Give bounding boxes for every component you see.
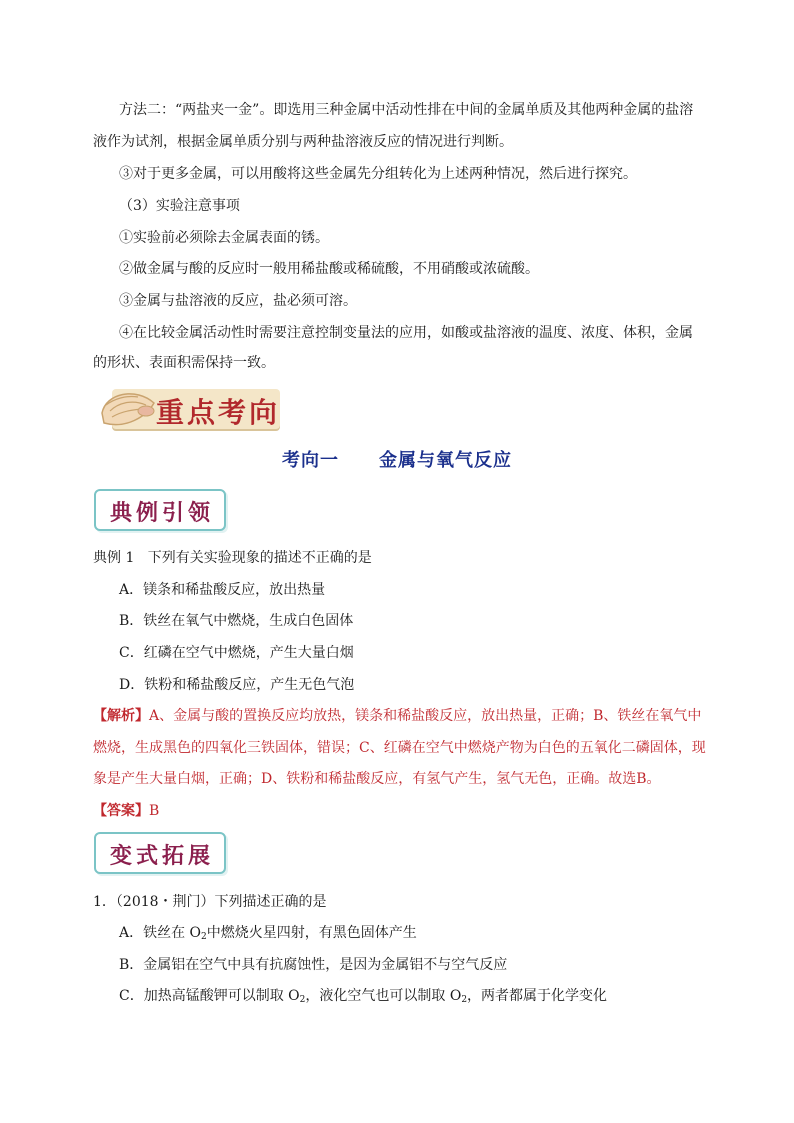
- variant-option-a: [119, 923, 417, 947]
- answer-line: [93, 801, 159, 821]
- point3-text: ③对于更多金属，可以用酸将这些金属先分组转化为上述两种情况，然后进行探究。: [119, 166, 637, 182]
- variant-option-a-sub: 2: [201, 932, 207, 942]
- conch-shell-icon: [96, 383, 160, 435]
- note-item-4: ④在比较金属活动性时需要注意控制变量法的应用，如酸或盐溶液的温度、浓度、体积，金属: [119, 325, 693, 341]
- section-title-part1: 考向一: [282, 450, 339, 471]
- key-direction-banner: [94, 383, 284, 435]
- example-option-d: D．铁粉和稀盐酸反应，产生无色气泡: [119, 677, 355, 693]
- variant-option-a-pre: A．铁丝在 O: [119, 925, 202, 941]
- variant-question: 1．（2018・荆门）下列描述正确的是: [93, 894, 327, 910]
- variant-option-c-sub2: 2: [461, 995, 468, 1005]
- example-lead-label: 典例引领: [110, 500, 215, 526]
- variant-option-c-p2: ，液化空气也可以制取 O: [305, 988, 462, 1004]
- example-option-b: B．铁丝在氧气中燃烧，生成白色固体: [119, 613, 354, 629]
- variant-option-c: [119, 986, 607, 1010]
- variant-box: [94, 832, 226, 874]
- note-item-2: ②做金属与酸的反应时一般用稀盐酸或稀硫酸，不用硝酸或浓硫酸。: [119, 261, 539, 277]
- banner-title: 重点考向: [156, 396, 281, 429]
- section-title-part2: 金属与氧气反应: [379, 450, 512, 471]
- method2-line2: 液作为试剂，根据金属单质分别与两种盐溶液反应的情况进行判断。: [93, 134, 513, 150]
- analysis-text-1: A、金属与酸的置换反应均放热，镁条和稀盐酸反应，放出热量，正确；B、铁丝在氧气中: [149, 708, 702, 724]
- variant-option-b: B．金属铝在空气中具有抗腐蚀性，是因为金属铝不与空气反应: [119, 957, 508, 973]
- variant-option-c-p1: C．加热高锰酸钾可以制取 O: [119, 988, 300, 1004]
- note-item-3: ③金属与盐溶液的反应，盐必须可溶。: [119, 293, 357, 309]
- answer-value: B: [149, 803, 160, 819]
- note-item-1: ①实验前必须除去金属表面的锈。: [119, 230, 329, 246]
- example-label: 典例 1: [93, 550, 135, 566]
- variant-label: 变式拓展: [110, 843, 215, 869]
- example-option-a: A．镁条和稀盐酸反应，放出热量: [119, 582, 326, 598]
- analysis-line2: 燃烧，生成黑色的四氧化三铁固体，错误；C、红磷在空气中燃烧产物为白色的五氧化二磷固体，现: [93, 740, 706, 756]
- method2-line1: 方法二：“两盐夹一金”。即选用三种金属中活动性排在中间的金属单质及其他两种金属的盐溶: [119, 102, 694, 118]
- example-lead-box: [94, 489, 226, 531]
- example-question: [93, 548, 372, 568]
- answer-tag: 【答案】: [93, 803, 149, 819]
- section-title: [0, 446, 794, 472]
- analysis-tag: 【解析】: [93, 708, 149, 724]
- analysis-line3: 象是产生大量白烟，正确；D、铁粉和稀盐酸反应，有氢气产生，氢气无色，正确。故选B。: [93, 771, 661, 787]
- variant-option-c-sub1: 2: [299, 995, 306, 1005]
- notes-heading: （3）实验注意事项: [119, 198, 240, 214]
- analysis-line1: [93, 706, 701, 726]
- variant-option-c-p3: ，两者都属于化学变化: [467, 988, 608, 1004]
- note-item-4-cont: 的形状、表面积需保持一致。: [93, 355, 275, 371]
- example-option-c: C．红磷在空气中燃烧，产生大量白烟: [119, 645, 354, 661]
- variant-option-a-post: 中燃烧火星四射，有黑色固体产生: [206, 925, 417, 941]
- example-question-text: 下列有关实验现象的描述不正确的是: [147, 550, 372, 566]
